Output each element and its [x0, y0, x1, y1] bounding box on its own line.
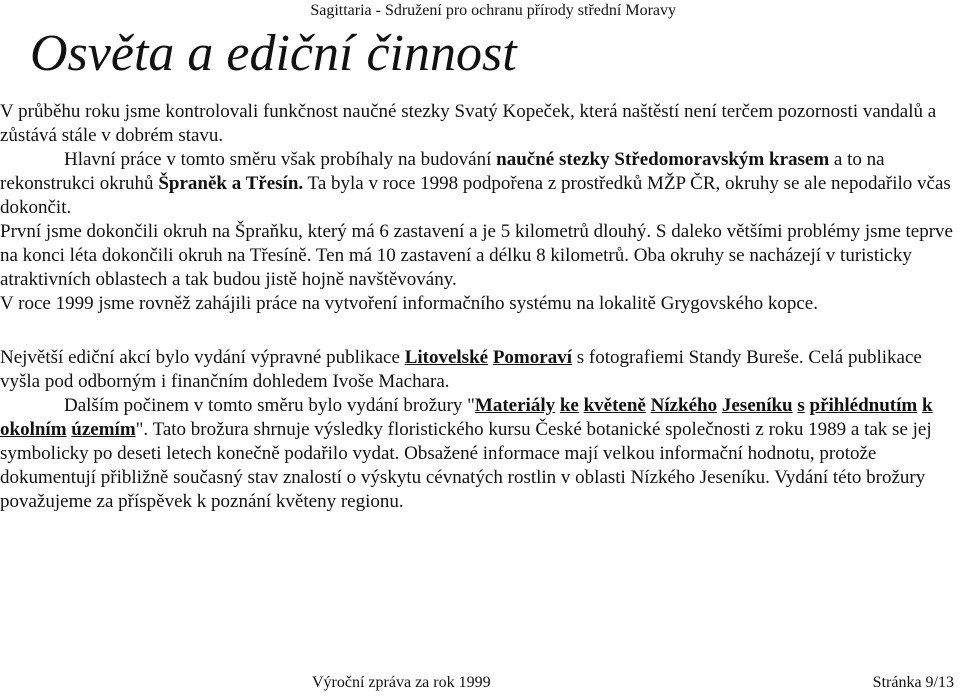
link-uzemim[interactable]: územím — [71, 419, 136, 440]
paragraph-text: Hlavní práce v tomto směru však probíhaly na budování — [64, 149, 497, 170]
page-title: Osvěta a ediční činnost — [30, 25, 517, 82]
paragraph-karst-trail — [0, 148, 958, 220]
paragraph-text: Ta byla v roce 1998 podpořena z prostředků MŽP ČR, okruhy se ale nepodařilo včas dokončit. — [0, 173, 951, 218]
link-s[interactable]: s — [797, 395, 805, 416]
footer-page-number: Stránka 9/13 — [872, 674, 954, 691]
paragraph-publication — [0, 346, 958, 394]
header-organization: Sagittaria - Sdružení pro ochranu přírody střední Moravy — [310, 2, 676, 19]
paragraph-gap — [0, 316, 958, 346]
paragraph-text: Největší ediční akcí bylo vydání výpravné publikace — [0, 347, 405, 368]
paragraph-brochure — [0, 394, 958, 514]
paragraph-text: s fotografiemi Standy Bureše. Celá publikace vyšla pod odborným i finančním dohledem Ivoše Machara. — [0, 347, 922, 392]
paragraph-text: První jsme dokončili okruh na Špraňku, který má 6 zastavení a je 5 kilometrů dlouhý. S daleko většími problémy jsme teprve na konci léta dokončili okruh na Třesíně. Ten má 10 zastavení a délku 8 kilometrů. Oba okruhy se nacházejí v turisticky atraktivních oblastech a tak budou jistě hojně navštěvovány. — [0, 221, 953, 290]
link-kvetene[interactable]: květeně — [583, 395, 646, 416]
link-okolnim[interactable]: okolním — [0, 419, 67, 440]
paragraph-info-system — [0, 292, 958, 316]
link-k[interactable]: k — [921, 395, 933, 416]
link-prihlednutim[interactable]: přihlédnutím — [809, 395, 918, 416]
document-body — [0, 100, 958, 514]
footer-report-title: Výroční zpráva za rok 1999 — [312, 674, 491, 691]
paragraph-text: V průběhu roku jsme kontrolovali funkčnost naučné stezky Svatý Kopeček, která naštěstí není terčem pozornosti vandalů a zůstává stále v dobrém stavu. — [0, 101, 937, 146]
bold-phrase: Špraněk a Třesín. — [158, 173, 304, 194]
link-litovelske[interactable]: Litovelské — [404, 347, 489, 368]
link-materialy[interactable]: Materiály — [474, 395, 556, 416]
paragraph-circuits — [0, 220, 958, 292]
link-ke[interactable]: ke — [559, 395, 579, 416]
paragraph-trail-check — [0, 100, 958, 148]
link-nizkeho[interactable]: Nízkého — [650, 395, 718, 416]
paragraph-text: V roce 1999 jsme rovněž zahájili práce na vytvoření informačního systému na lokalitě Grygovského kopce. — [0, 293, 818, 314]
paragraph-text: Dalším počinem v tomto směru bylo vydání brožury " — [64, 395, 475, 416]
link-pomoravi[interactable]: Pomoraví — [492, 347, 572, 368]
paragraph-text: a to na rekonstrukci okruhů — [0, 149, 885, 194]
bold-phrase: naučné stezky Středomoravským krasem — [496, 149, 830, 170]
paragraph-text: ". Tato brožura shrnuje výsledky floristického kursu České botanické společnosti z roku 1989 a tak se jej symbolicky po deseti letech konečně podařilo vydat. Obsažené informace mají velkou informační hodnotu, protože dokumentují přibližně současný stav znalostí o výskytu cévnatých rostlin v oblasti Nízkého Jeseníku. Vydání této brožury považujeme za příspěvek k poznání květeny regionu. — [0, 419, 932, 512]
link-jeseniku[interactable]: Jeseníku — [721, 395, 793, 416]
